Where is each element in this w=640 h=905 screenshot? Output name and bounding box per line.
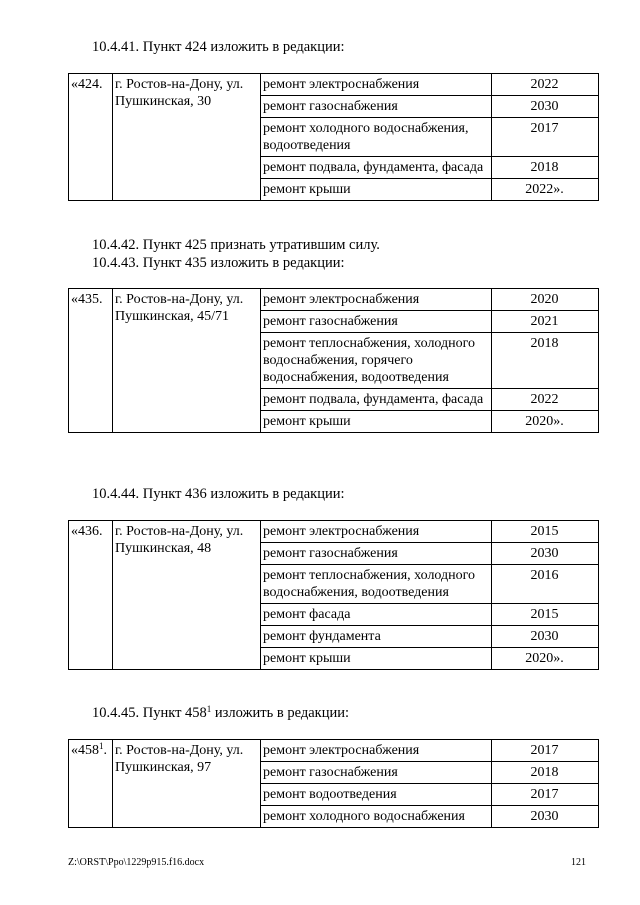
table-row bbox=[69, 740, 599, 762]
year-cell: 2018 bbox=[492, 333, 599, 389]
footer-file-path: Z:\ORST\Ppo\1229p915.f16.docx bbox=[68, 857, 205, 868]
item-number: «436. bbox=[69, 521, 113, 670]
address-cell: г. Ростов-на-Дону, ул. Пушкинская, 97 bbox=[113, 740, 261, 828]
work-type-cell: ремонт холодного водоснабжения, водоотведения bbox=[261, 118, 492, 157]
amendment-table-458 bbox=[68, 739, 599, 828]
footer-page-number: 121 bbox=[571, 857, 586, 868]
paragraph-heading: 10.4.42. Пункт 425 признать утратившим силу. bbox=[92, 237, 380, 253]
work-type-cell: ремонт подвала, фундамента, фасада bbox=[261, 389, 492, 411]
address-cell: г. Ростов-на-Дону, ул. Пушкинская, 48 bbox=[113, 521, 261, 670]
address-cell: г. Ростов-на-Дону, ул. Пушкинская, 45/71 bbox=[113, 289, 261, 433]
work-type-cell: ремонт теплоснабжения, холодного водоснабжения, водоотведения bbox=[261, 565, 492, 604]
work-type-cell: ремонт электроснабжения bbox=[261, 521, 492, 543]
superscript: 1 bbox=[99, 741, 104, 751]
year-cell: 2016 bbox=[492, 565, 599, 604]
work-type-cell: ремонт холодного водоснабжения bbox=[261, 806, 492, 828]
heading-text: 10.4.45. Пункт 458 bbox=[92, 705, 207, 721]
work-type-cell: ремонт крыши bbox=[261, 411, 492, 433]
year-cell: 2030 bbox=[492, 543, 599, 565]
superscript: 1 bbox=[206, 704, 212, 714]
work-type-cell: ремонт электроснабжения bbox=[261, 74, 492, 96]
table-row bbox=[69, 74, 599, 96]
amendment-table-435 bbox=[68, 288, 599, 433]
address-cell: г. Ростов-на-Дону, ул. Пушкинская, 30 bbox=[113, 74, 261, 201]
year-cell: 2022 bbox=[492, 389, 599, 411]
work-type-cell: ремонт газоснабжения bbox=[261, 762, 492, 784]
work-type-cell: ремонт водоотведения bbox=[261, 784, 492, 806]
year-cell: 2015 bbox=[492, 604, 599, 626]
work-type-cell: ремонт электроснабжения bbox=[261, 740, 492, 762]
work-type-cell: ремонт фундамента bbox=[261, 626, 492, 648]
year-cell: 2030 bbox=[492, 806, 599, 828]
year-cell: 2017 bbox=[492, 740, 599, 762]
work-type-cell: ремонт электроснабжения bbox=[261, 289, 492, 311]
work-type-cell: ремонт крыши bbox=[261, 648, 492, 670]
work-type-cell: ремонт газоснабжения bbox=[261, 96, 492, 118]
work-type-cell: ремонт крыши bbox=[261, 179, 492, 201]
work-type-cell: ремонт подвала, фундамента, фасада bbox=[261, 157, 492, 179]
year-cell: 2020 bbox=[492, 289, 599, 311]
paragraph-heading bbox=[92, 704, 349, 722]
work-type-cell: ремонт газоснабжения bbox=[261, 311, 492, 333]
item-number-text: «458 bbox=[71, 743, 99, 758]
work-type-cell: ремонт фасада bbox=[261, 604, 492, 626]
year-cell: 2017 bbox=[492, 784, 599, 806]
amendment-table-436 bbox=[68, 520, 599, 670]
year-cell: 2020». bbox=[492, 411, 599, 433]
item-number: «435. bbox=[69, 289, 113, 433]
year-cell: 2015 bbox=[492, 521, 599, 543]
year-cell: 2018 bbox=[492, 157, 599, 179]
heading-text: изложить в редакции: bbox=[211, 705, 350, 721]
amendment-table-424 bbox=[68, 73, 599, 201]
year-cell: 2030 bbox=[492, 96, 599, 118]
year-cell: 2017 bbox=[492, 118, 599, 157]
work-type-cell: ремонт газоснабжения bbox=[261, 543, 492, 565]
year-cell: 2018 bbox=[492, 762, 599, 784]
year-cell: 2021 bbox=[492, 311, 599, 333]
paragraph-heading: 10.4.41. Пункт 424 изложить в редакции: bbox=[92, 39, 345, 55]
table-row bbox=[69, 289, 599, 311]
year-cell: 2022 bbox=[492, 74, 599, 96]
table-row bbox=[69, 521, 599, 543]
item-number: «424. bbox=[69, 74, 113, 201]
year-cell: 2030 bbox=[492, 626, 599, 648]
year-cell: 2022». bbox=[492, 179, 599, 201]
year-cell: 2020». bbox=[492, 648, 599, 670]
paragraph-heading: 10.4.44. Пункт 436 изложить в редакции: bbox=[92, 486, 345, 502]
item-number bbox=[69, 740, 113, 828]
work-type-cell: ремонт теплоснабжения, холодного водоснабжения, горячего водоснабжения, водоотведения bbox=[261, 333, 492, 389]
paragraph-heading: 10.4.43. Пункт 435 изложить в редакции: bbox=[92, 255, 345, 271]
item-number-dot: . bbox=[103, 743, 107, 758]
